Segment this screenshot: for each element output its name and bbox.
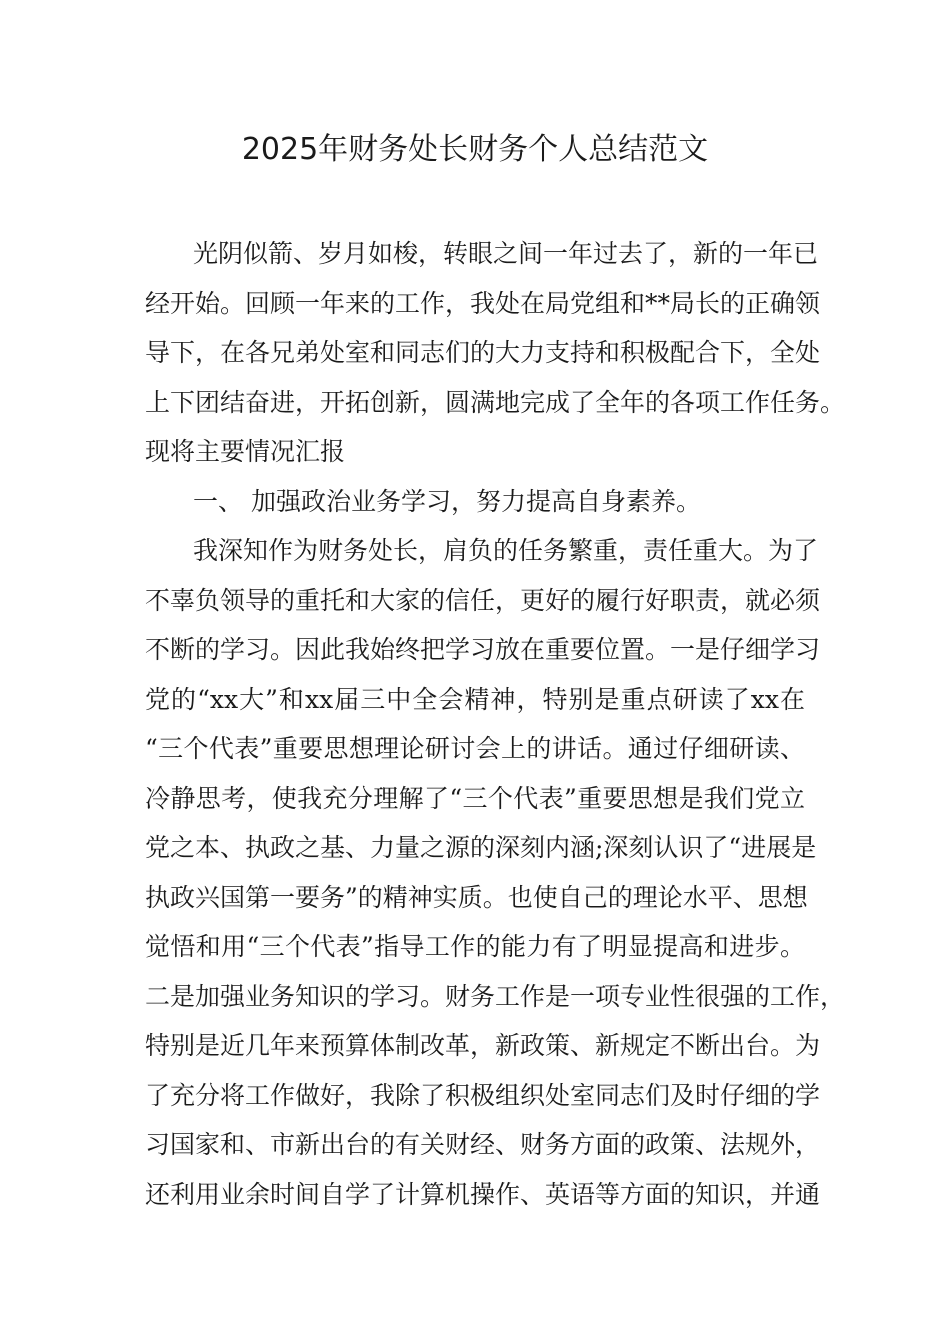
body-line: 不辜负领导的重托和大家的信任，更好的履行好职责，就必须	[145, 585, 821, 615]
document-body	[145, 229, 846, 1219]
body-line: 经开始。回顾一年来的工作，我处在局党组和**局长的正确领	[145, 288, 821, 318]
body-line: 党的“xx大”和xx届三中全会精神，特别是重点研读了xx在	[145, 684, 805, 714]
body-line: 二是加强业务知识的学习。财务工作是一项专业性很强的工作，	[145, 981, 846, 1011]
body-line: 现将主要情况汇报	[145, 437, 346, 466]
body-line: 党之本、执政之基、力量之源的深刻内涵;深刻认识了“进展是	[145, 833, 817, 862]
body-line: 特别是近几年来预算体制改革，新政策、新规定不断出台。为	[145, 1031, 821, 1060]
body-line: 了充分将工作做好，我除了积极组织处室同志们及时仔细的学	[145, 1080, 821, 1110]
body-line: 不断的学习。因此我始终把学习放在重要位置。一是仔细学习	[145, 635, 821, 664]
body-line: 冷静思考，使我充分理解了“三个代表”重要思想是我们党立	[145, 783, 805, 813]
body-line: 我深知作为财务处长，肩负的任务繁重，责任重大。为了	[193, 536, 819, 565]
body-line: 导下，在各兄弟处室和同志们的大力支持和积极配合下，全处	[145, 338, 821, 367]
body-line: 光阴似箭、岁月如梭，转眼之间一年过去了，新的一年已	[193, 239, 819, 268]
body-line: 觉悟和用“三个代表”指导工作的能力有了明显提高和进步。	[145, 932, 805, 961]
body-line: 习国家和、市新出台的有关财经、财务方面的政策、法规外，	[145, 1130, 821, 1159]
body-line: 还利用业余时间自学了计算机操作、英语等方面的知识，并通	[145, 1179, 821, 1209]
body-line: “三个代表”重要思想理论研讨会上的讲话。通过仔细研读、	[145, 734, 805, 763]
section-heading: 一、 加强政治业务学习，努力提高自身素养。	[193, 486, 701, 516]
document-title: 2025年财务处长财务个人总结范文	[241, 132, 709, 167]
body-line: 上下团结奋进，开拓创新，圆满地完成了全年的各项工作任务。	[145, 387, 846, 417]
body-line: 执政兴国第一要务”的精神实质。也使自己的理论水平、思想	[145, 882, 808, 912]
